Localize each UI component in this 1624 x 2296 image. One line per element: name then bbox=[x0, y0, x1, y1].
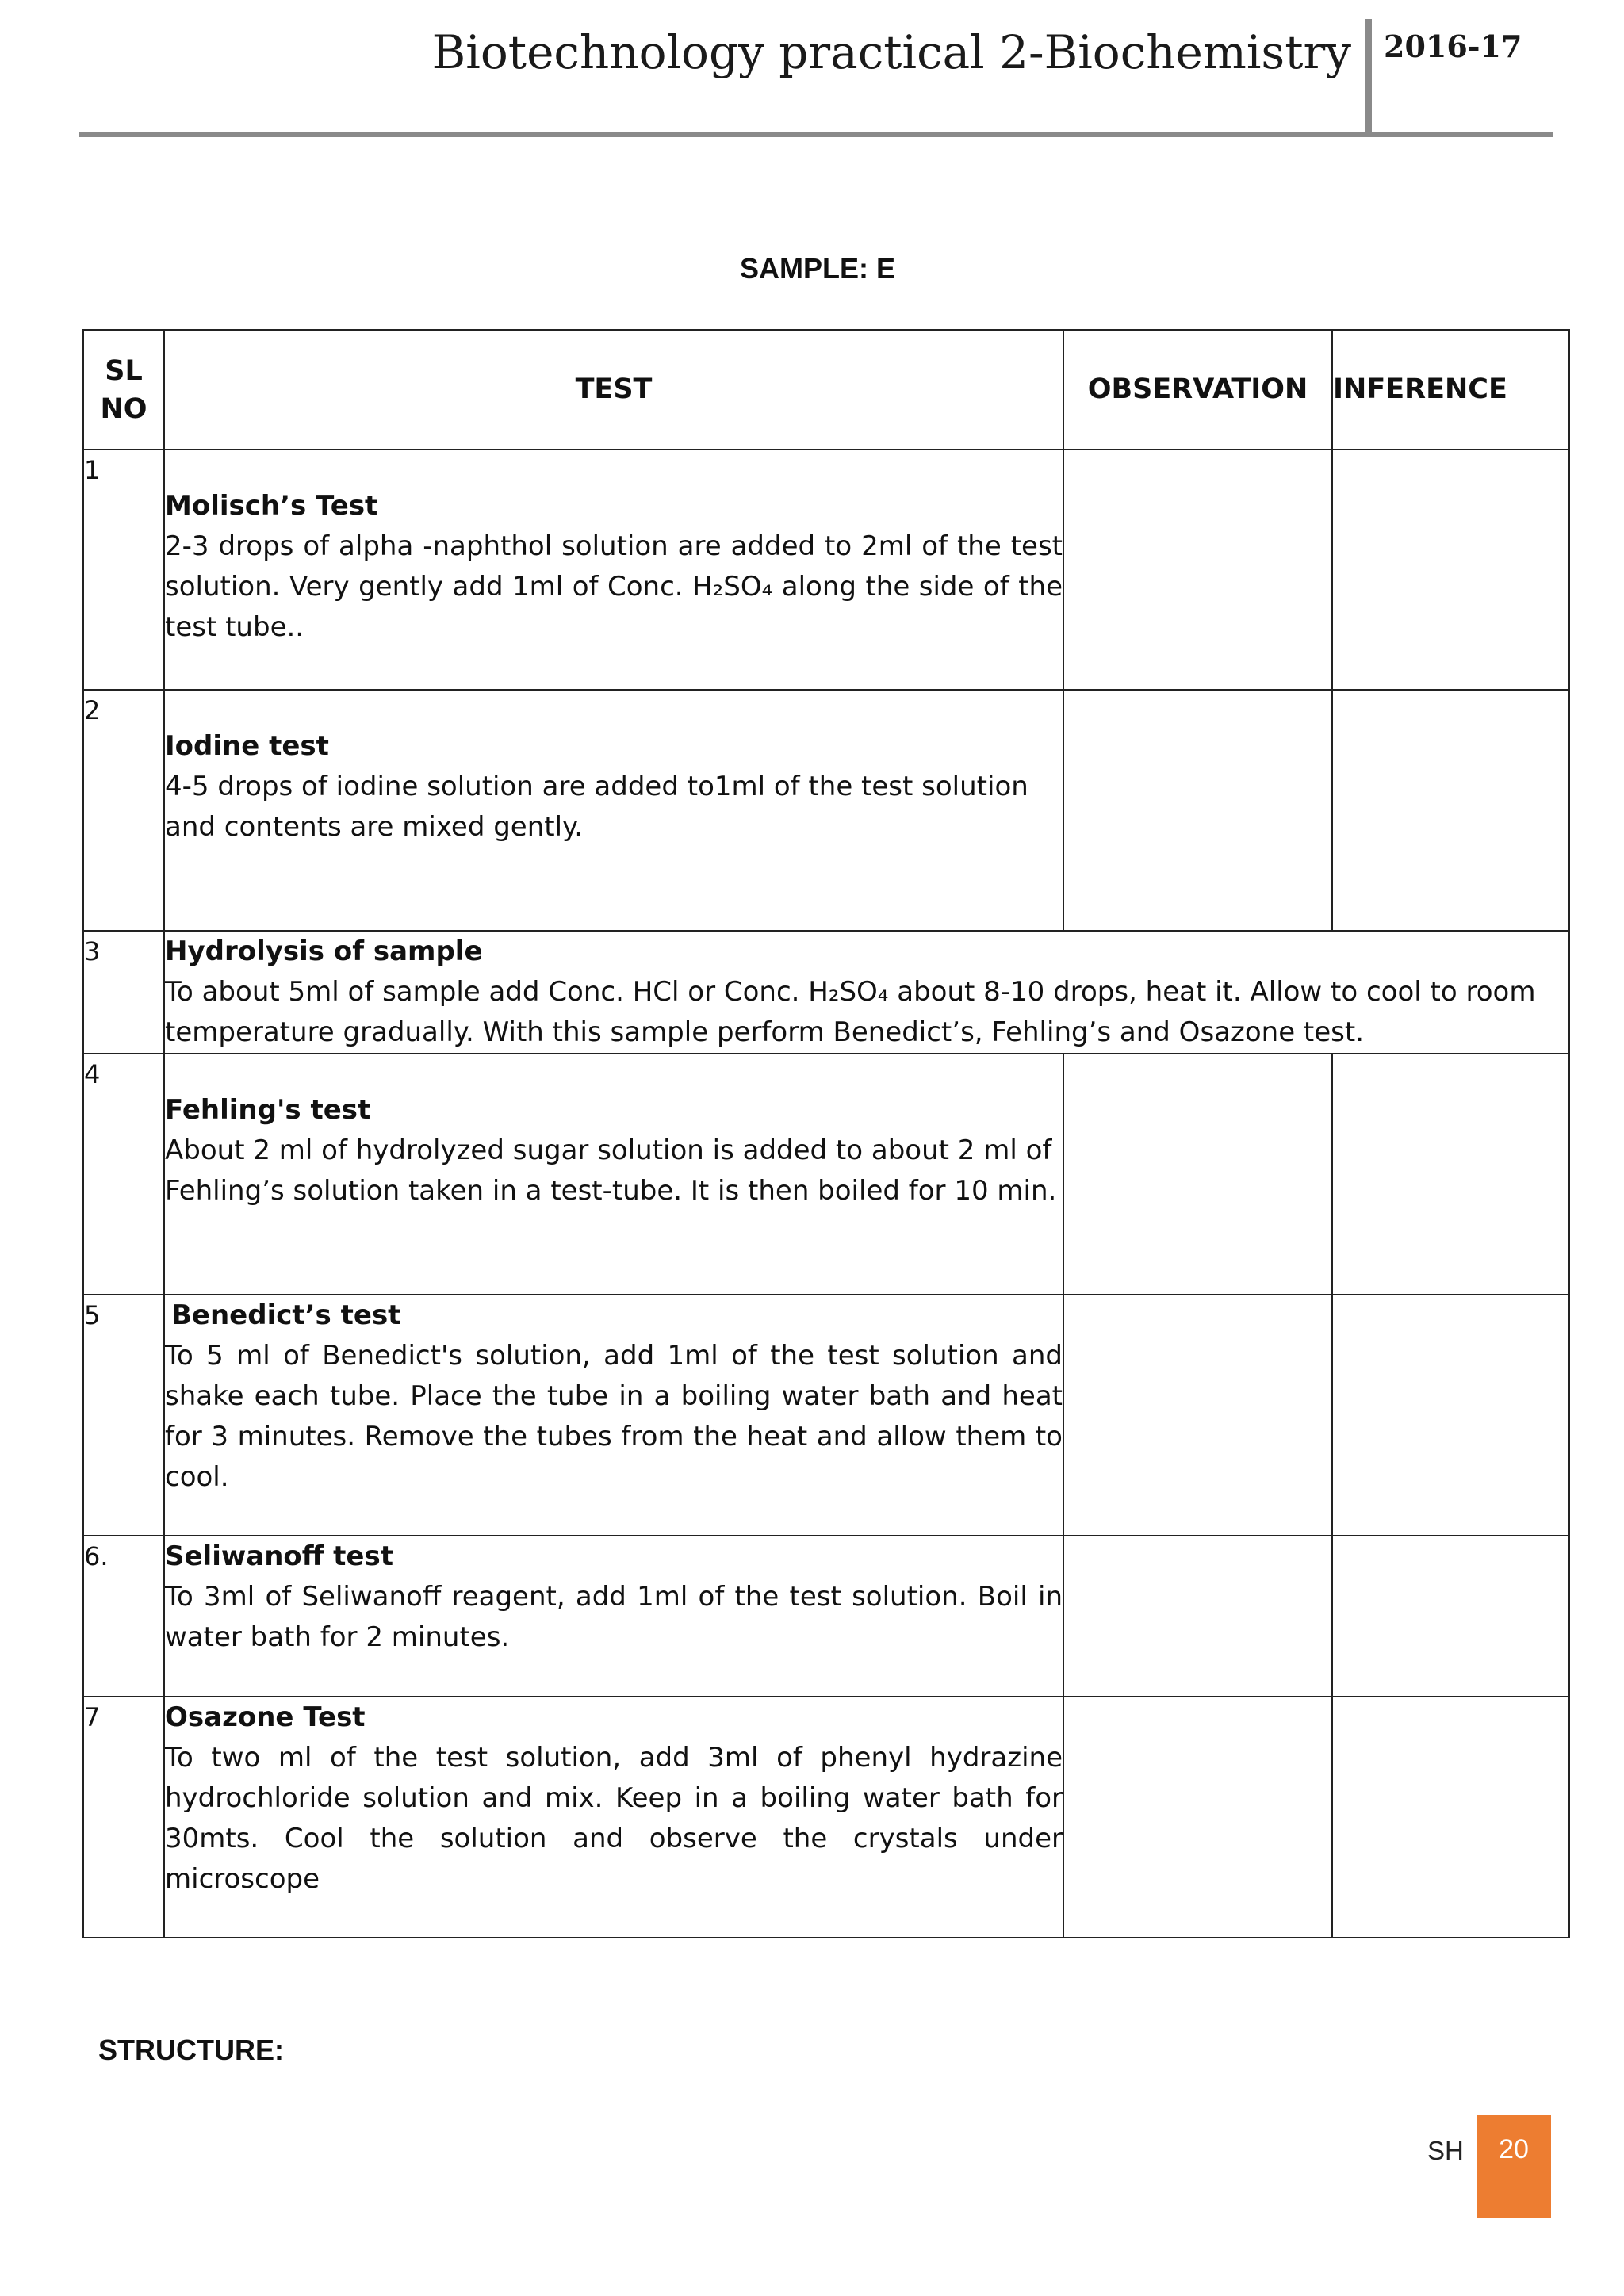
observation-cell bbox=[1063, 1054, 1332, 1295]
column-header-inference: INFERENCE bbox=[1332, 330, 1569, 450]
column-header-sl-no: SL NO bbox=[83, 330, 164, 450]
header-divider-horizontal bbox=[79, 132, 1553, 137]
row-sl-no: 7 bbox=[83, 1697, 164, 1938]
test-description: 4-5 drops of iodine solution are added to1ml of the test solution and contents are mixed gently. bbox=[165, 771, 1028, 843]
test-cell bbox=[164, 690, 1063, 931]
tests-table bbox=[82, 329, 1570, 1938]
table-header-row bbox=[83, 330, 1569, 450]
observation-cell bbox=[1063, 1295, 1332, 1536]
observation-cell bbox=[1063, 450, 1332, 690]
row-sl-no: 3 bbox=[83, 931, 164, 1054]
row-sl-no: 2 bbox=[83, 690, 164, 931]
column-header-observation: OBSERVATION bbox=[1063, 330, 1332, 450]
footer-initials: SH bbox=[1427, 2136, 1464, 2165]
inference-cell bbox=[1332, 1536, 1569, 1697]
row-sl-no: 1 bbox=[83, 450, 164, 690]
observation-cell bbox=[1063, 1536, 1332, 1697]
table-row bbox=[83, 1054, 1569, 1295]
test-name: Seliwanoff test bbox=[165, 1540, 393, 1572]
test-name: Benedict’s test bbox=[171, 1299, 401, 1331]
test-name: Osazone Test bbox=[165, 1701, 366, 1733]
test-name: Molisch’s Test bbox=[165, 490, 378, 522]
inference-cell bbox=[1332, 450, 1569, 690]
header-divider-vertical bbox=[1365, 19, 1372, 136]
test-description: To 3ml of Seliwanoff reagent, add 1ml of the test solution. Boil in water bath for 2 minutes. bbox=[165, 1581, 1063, 1653]
observation-cell bbox=[1063, 1697, 1332, 1938]
test-description: To 5 ml of Benedict's solution, add 1ml of the test solution and shake each tube. Place the tube in a boiling water bath and heat for 3 minutes. Remove the tubes from the heat and allow them to cool. bbox=[165, 1340, 1063, 1493]
table-row bbox=[83, 1536, 1569, 1697]
row-sl-no: 4 bbox=[83, 1054, 164, 1295]
page-number-badge: 20 bbox=[1477, 2115, 1551, 2218]
sample-title: SAMPLE: E bbox=[739, 252, 895, 285]
test-name: Hydrolysis of sample bbox=[165, 936, 483, 967]
test-cell bbox=[164, 450, 1063, 690]
document-year: 2016-17 bbox=[1384, 29, 1522, 64]
test-cell bbox=[164, 1536, 1063, 1697]
test-description: To two ml of the test solution, add 3ml of phenyl hydrazine hydrochloride solution and mix. Keep in a boiling water bath for 30mts. Cool the solution and observe the crystals under microscope bbox=[165, 1742, 1063, 1895]
test-cell bbox=[164, 1697, 1063, 1938]
test-description: To about 5ml of sample add Conc. HCl or Conc. H₂SO₄ about 8-10 drops, heat it. Allow to cool to room temperature gradually. With this sample perform Benedict’s, Fehling’s and Osazone test. bbox=[165, 976, 1536, 1048]
observation-cell bbox=[1063, 690, 1332, 931]
test-name: Fehling's test bbox=[165, 1094, 371, 1126]
test-cell bbox=[164, 1054, 1063, 1295]
document-title: Biotechnology practical 2-Biochemistry bbox=[431, 25, 1351, 79]
inference-cell bbox=[1332, 1054, 1569, 1295]
test-cell bbox=[164, 1295, 1063, 1536]
inference-cell bbox=[1332, 1295, 1569, 1536]
inference-cell bbox=[1332, 690, 1569, 931]
table-row bbox=[83, 450, 1569, 690]
table-row bbox=[83, 1295, 1569, 1536]
test-name: Iodine test bbox=[165, 730, 329, 762]
row-sl-no: 6. bbox=[83, 1536, 164, 1697]
test-cell-full-width bbox=[164, 931, 1569, 1054]
test-description: About 2 ml of hydrolyzed sugar solution is added to about 2 ml of Fehling’s solution taken in a test-tube. It is then boiled for 10 min. bbox=[165, 1135, 1057, 1207]
test-description: 2-3 drops of alpha -naphthol solution are added to 2ml of the test solution. Very gently add 1ml of Conc. H₂SO₄ along the side of the test tube.. bbox=[165, 530, 1063, 643]
table-row bbox=[83, 931, 1569, 1054]
row-sl-no: 5 bbox=[83, 1295, 164, 1536]
table-row bbox=[83, 690, 1569, 931]
structure-heading: STRUCTURE: bbox=[98, 2034, 284, 2066]
inference-cell bbox=[1332, 1697, 1569, 1938]
column-header-test: TEST bbox=[164, 330, 1063, 450]
table-row bbox=[83, 1697, 1569, 1938]
